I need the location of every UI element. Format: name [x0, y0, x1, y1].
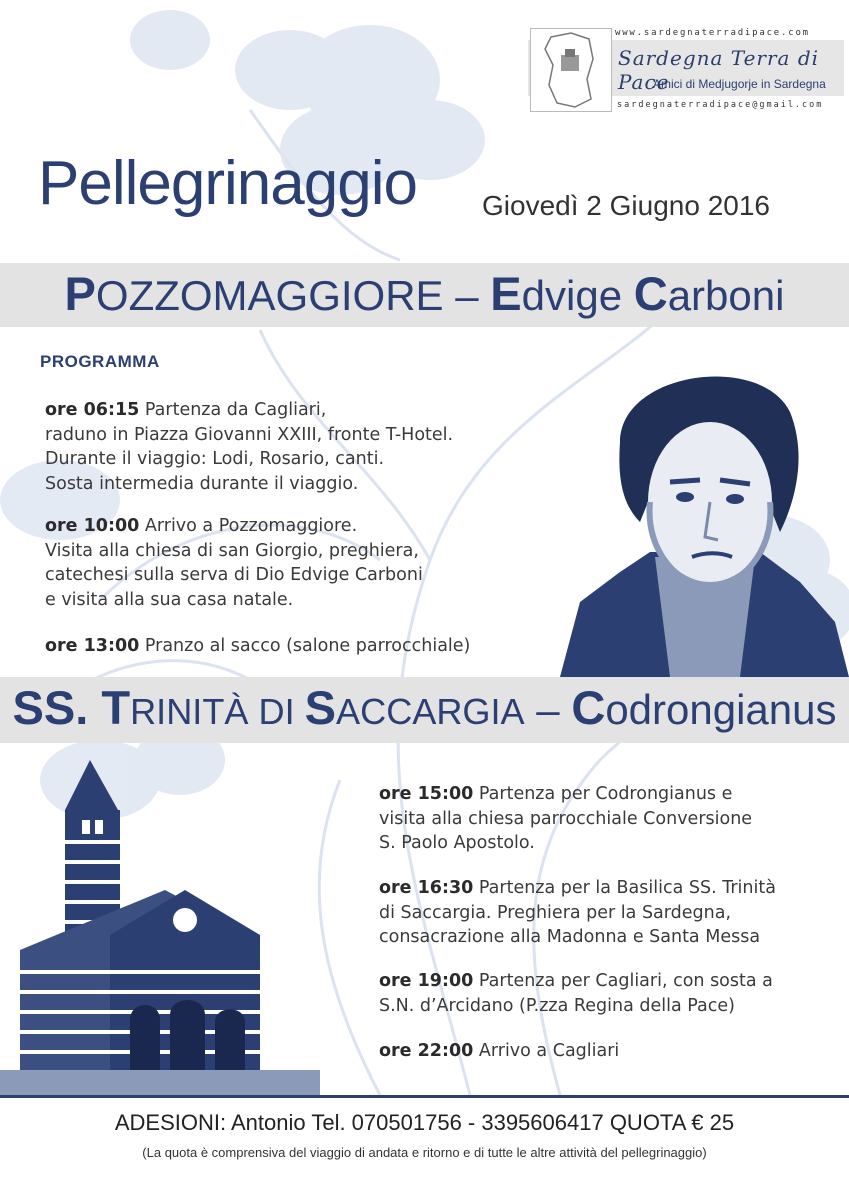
item-time: ore 13:00 [45, 636, 140, 656]
footer-divider [0, 1095, 849, 1098]
title-word: odrongianus [605, 686, 837, 733]
title-initial: T [101, 681, 131, 734]
logo-email[interactable]: sardegnaterradipace@gmail.com [617, 100, 824, 110]
title-initial: P [64, 267, 96, 320]
title-initial: S [304, 681, 337, 734]
event-date: Giovedì 2 Giugno 2016 [482, 190, 770, 221]
item-text: Partenza per la Basilica SS. Trinità di Saccargia. Preghiera per la Sardegna, consacrazione alla Madonna e Santa Messa [379, 878, 776, 947]
item-text: Partenza da Cagliari, raduno in Piazza Giovanni XXIII, fronte T-Hotel. Durante il viaggio: Lodi, Rosario, canti. Sosta intermedia durante il viaggio. [45, 400, 454, 494]
sardinia-logo-mark-icon [530, 28, 612, 112]
programma-label: PROGRAMMA [40, 352, 160, 371]
section-title-saccargia [0, 680, 849, 735]
title-word: RINITÀ DI [130, 691, 305, 732]
program-item [379, 876, 776, 950]
item-text: Partenza per Codrongianus e visita alla chiesa parrocchiale Conversione S. Paolo Apostolo. [379, 784, 753, 853]
title-word: ACCARGIA [336, 691, 525, 732]
item-time: ore 15:00 [379, 784, 474, 804]
item-time: ore 19:00 [379, 971, 474, 991]
logo-subtitle: Amici di Medjugorje in Sardegna [653, 77, 826, 91]
program-item [379, 782, 752, 856]
item-text: Pranzo al sacco (salone parrocchiale) [139, 636, 471, 656]
item-text: Partenza per Cagliari, con sosta a S.N. d’Arcidano (P.zza Regina della Pace) [379, 971, 773, 1016]
title-initial: C [633, 267, 668, 320]
item-time: ore 16:30 [379, 878, 474, 898]
adesioni-contact: ADESIONI: Antonio Tel. 070501756 - 3395606417 QUOTA € 25 [114, 1110, 735, 1135]
portrait-illustration-icon [560, 352, 849, 677]
program-item [45, 634, 470, 659]
title-initial: C [571, 681, 606, 734]
program-item [379, 969, 773, 1018]
program-item [45, 514, 423, 612]
title-ss: SS. [12, 681, 102, 734]
title-word: OZZOMAGGIORE [95, 272, 444, 319]
title-word: arboni [667, 272, 785, 319]
logo-url[interactable]: www.sardegnaterradipace.com [615, 28, 810, 38]
section-title-pozzomaggiore [0, 266, 849, 321]
title-dash: – [524, 686, 572, 733]
item-text: Arrivo a Cagliari [473, 1041, 620, 1061]
item-time: ore 06:15 [45, 400, 140, 420]
program-item [45, 398, 453, 496]
title-initial: E [490, 267, 522, 320]
item-text: Arrivo a Pozzomaggiore. Visita alla chiesa di san Giorgio, preghiera, catechesi sulla serva di Dio Edvige Carboni e visita alla sua casa natale. [45, 516, 423, 610]
logo-title: Sardegna Terra di Pace [618, 46, 820, 94]
church-illustration-icon [0, 760, 320, 1095]
quota-note: (La quota è comprensiva del viaggio di andata e ritorno e di tutte le altre attività del pellegrinaggio) [142, 1145, 707, 1160]
program-item [379, 1039, 619, 1064]
title-word: dvige [521, 272, 634, 319]
item-time: ore 22:00 [379, 1041, 474, 1061]
title-dash: – [443, 272, 491, 319]
page-title: Pellegrinaggio [38, 149, 417, 218]
item-time: ore 10:00 [45, 516, 140, 536]
